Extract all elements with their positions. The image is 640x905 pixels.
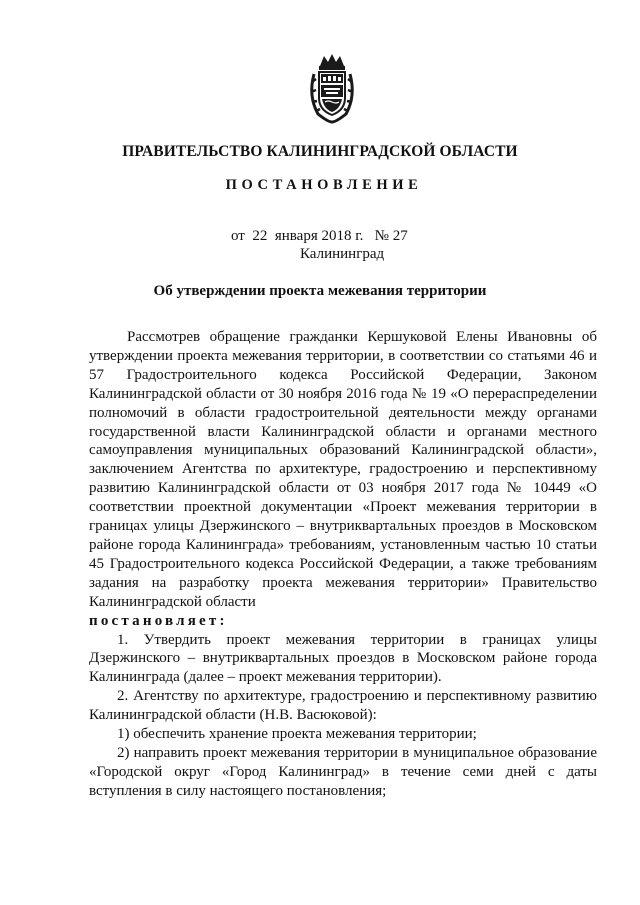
date-and-number: от 22 января 2018 г. № 27 [231,228,408,244]
decrees-word: постановляет: [89,612,228,629]
document-type: ПОСТАНОВЛЕНИЕ [225,177,423,193]
preamble-paragraph: Рассмотрев обращение гражданки Кершуковой Елены Ивановны об утверждении проекта межевания территории, в соответствии со статьями 46 и 57 Градостроительного кодекса Российской Федерации, Законом Калининградской области от 30 ноября 2016 года № 19 «О перераспределении полномочий в области градостроительной деятельности между органами государственной власти Калининградской области и органами местного самоуправления муниципальных образований Калининградской области», заключением Агентства по архитектуре, градостроению и перспективному развитию Калининградской области от 03 ноября 2017 года № 10449 «О соответствии проектной документации «Проект межевания территории в границах улицы Дзержинского – внутриквартальных проездов в Московском районе города Калининграда» требованиям, установленным частью 10 статьи 45 Градостроительного кодекса Российской Федерации, а также требованиям задания на разработку проекта межевания территории» Правительство Калининградской области [89,329,597,610]
city: Калининград [300,246,385,262]
item-2-paragraph: 2. Агентству по архитектуре, градостроению и перспективному развитию Калининградской области (Н.В. Васюковой): [89,688,597,724]
item-2-1-paragraph: 1) обеспечить хранение проекта межевания территории; [117,726,477,743]
item-2-2-paragraph: 2) направить проект межевания территории в муниципальное образование «Городской округ «Город Калининград» в течение семи дней с даты вступления в силу настоящего постановления; [89,744,597,799]
document-subject: Об утверждении проекта межевания территории [153,283,487,299]
item-1-paragraph: 1. Утвердить проект межевания территории в границах улицы Дзержинского – внутриквартальных проездов в Московском районе города Калининграда (далее – проект межевания территории). [89,631,597,686]
document-body [89,328,597,801]
organization-title: ПРАВИТЕЛЬСТВО КАЛИНИНГРАДСКОЙ ОБЛАСТИ [122,143,518,160]
coat-of-arms-icon [304,52,360,124]
